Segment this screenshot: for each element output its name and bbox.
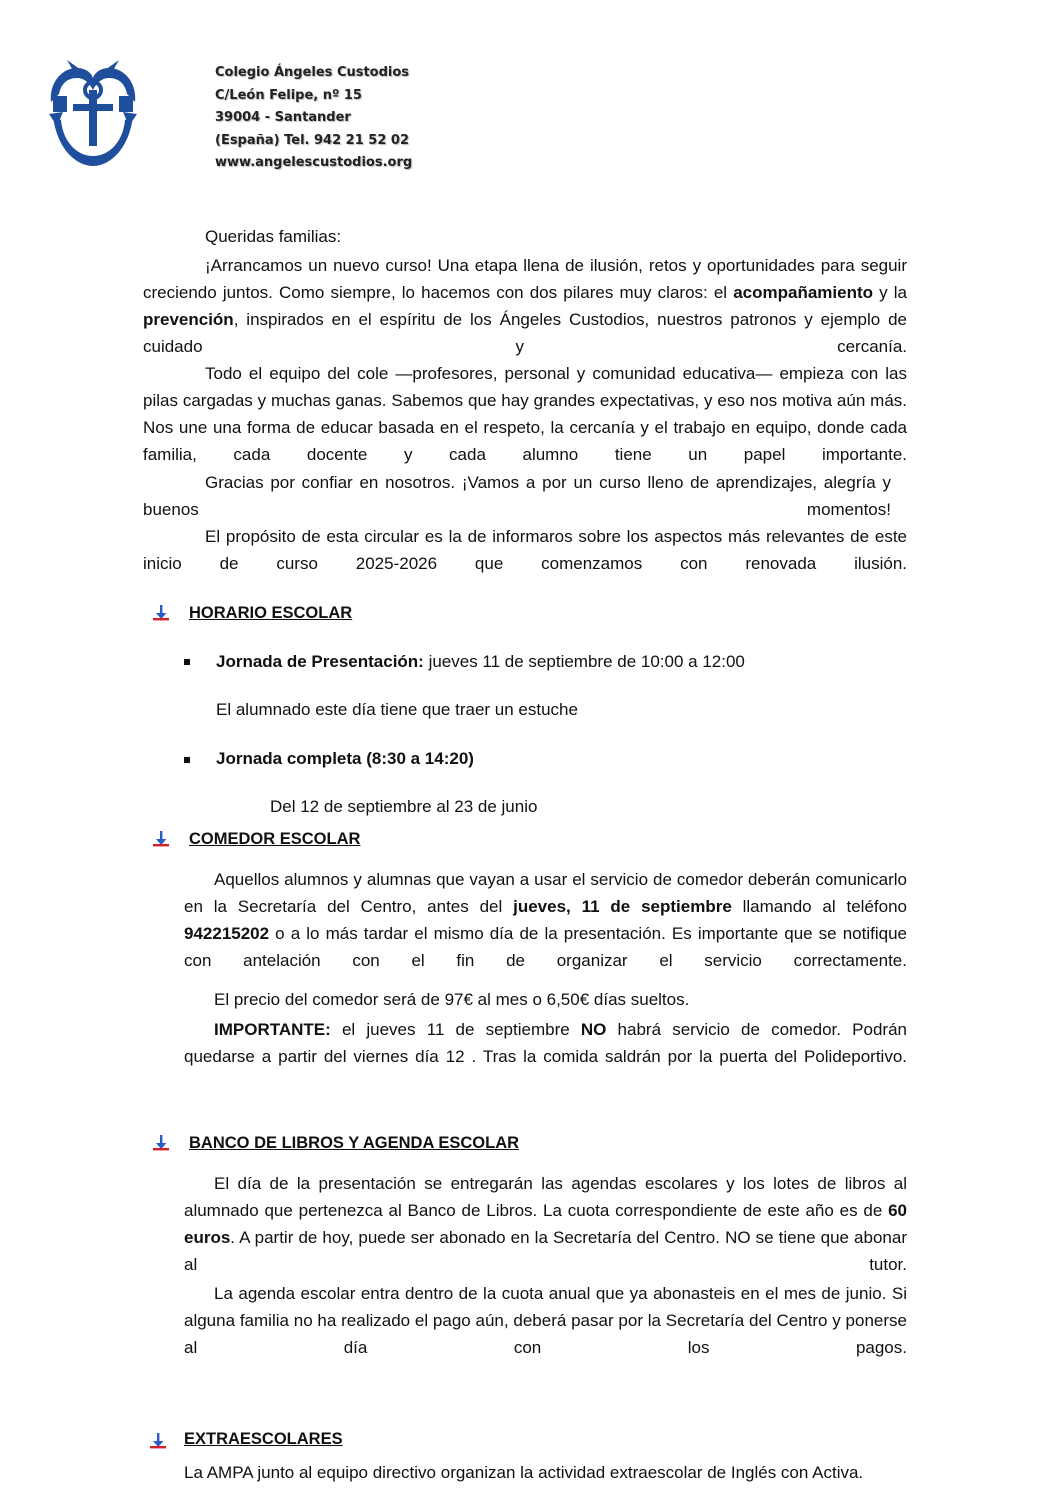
intro-paragraph-3: Gracias por confiar en nosotros. ¡Vamos a por un curso lleno de aprendizajes, alegría y buenos momentos! — [143, 473, 891, 519]
school-postal-city: 39004 - Santander — [215, 110, 351, 126]
school-logo-anchor-icon — [47, 54, 139, 174]
bold-prevencion: prevención — [143, 310, 234, 329]
school-phone: (España) Tel. 942 21 52 02 — [215, 132, 409, 148]
banco-paragraph-2: La agenda escolar entra dentro de la cuota anual que ya abonasteis en el mes de junio. Si alguna familia no ha realizado el pago aún, deberá pasar por la Secretaría del Centro y ponerse al día con los pagos. — [184, 1284, 907, 1357]
school-header — [215, 62, 412, 175]
section-arrow-icon-extraescolares — [150, 1433, 166, 1449]
school-address: C/León Felipe, nº 15 — [215, 87, 362, 103]
bold-acompanamiento: acompañamiento — [733, 283, 874, 302]
comedor-important: IMPORTANTE: el jueves 11 de septiembre NO habrá servicio de comedor. Podrán quedarse a partir del viernes día 12 . Tras la comida saldrán por la puerta del Polideportivo. — [184, 1020, 907, 1066]
greeting: Queridas familias: — [205, 227, 342, 246]
section-arrow-icon — [150, 1063, 166, 1079]
horario-item-completa-note: Del 12 de septiembre al 23 de junio — [270, 797, 538, 816]
section-title-comedor: COMEDOR ESCOLAR — [189, 830, 361, 848]
bullet-square-icon — [184, 659, 190, 665]
intro-paragraph-4: El propósito de esta circular es la de informaros sobre los aspectos más relevantes de este inicio de curso 2025-2026 que comenzamos con renovada ilusión. — [143, 527, 907, 573]
section-title-horario: HORARIO ESCOLAR — [189, 604, 353, 622]
intro-paragraph-2: Todo el equipo del cole —profesores, personal y comunidad educativa— empieza con las pilas cargadas y muchas ganas. Sabemos que hay grandes expectativas, y eso nos motiva aún más. Nos une una forma de educar basada en el respeto, la cercanía y el trabajo en equipo, donde cada familia, cada docente y cada alumno tiene un papel importante. — [143, 364, 907, 464]
school-website: www.angelescustodios.org — [215, 155, 413, 171]
banco-paragraph-1: El día de la presentación se entregarán las agendas escolares y los lotes de libros al alumnado que pertenezca al Banco de Libros. La cuota correspondiente de este año es de 60 euros. A partir de hoy, puede ser abonado en la Secretaría del Centro. NO se tiene que abonar al tutor. — [184, 1174, 907, 1274]
section-title-banco: BANCO DE LIBROS Y AGENDA ESCOLAR — [189, 1134, 520, 1152]
comedor-price: El precio del comedor será de 97€ al mes o 6,50€ días sueltos. — [214, 990, 690, 1009]
horario-item-presentacion-note: El alumnado este día tiene que traer un estuche — [216, 700, 578, 719]
section-arrow-icon — [153, 1135, 169, 1151]
section-arrow-icon — [153, 831, 169, 847]
comedor-paragraph-1: Aquellos alumnos y alumnas que vayan a usar el servicio de comedor deberán comunicarlo en la Secretaría del Centro, antes del jueves, 11 de septiembre llamando al teléfono 942215202 o a lo más tardar el mismo día de la presentación. Es importante que se notifique con antelación con el fin de organizar el servicio correctamente. — [184, 870, 907, 970]
horario-item-completa: Jornada completa (8:30 a 14:20) — [216, 749, 474, 768]
extra-paragraph-1: La AMPA junto al equipo directivo organizan la actividad extraescolar de Inglés con Activa. — [184, 1463, 864, 1482]
intro-paragraph-1: ¡Arrancamos un nuevo curso! Una etapa llena de ilusión, retos y oportunidades para seguir creciendo juntos. Como siempre, lo hacemos con dos pilares muy claros: el acompañamiento y la prevención, inspirados en el espíritu de los Ángeles Custodios, nuestros patronos y ejemplo de cuidado y cercanía. — [143, 256, 907, 356]
school-name: Colegio Ángeles Custodios — [215, 65, 410, 80]
horario-item-presentacion: Jornada de Presentación: jueves 11 de septiembre de 10:00 a 12:00 — [216, 652, 745, 671]
section-title-extraescolares: EXTRAESCOLARES — [184, 1430, 343, 1448]
bullet-square-icon — [184, 757, 190, 763]
section-arrow-icon — [153, 605, 169, 621]
